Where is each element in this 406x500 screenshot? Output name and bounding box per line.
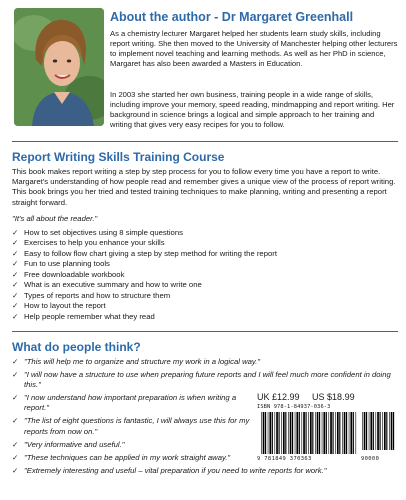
barcode-bar	[393, 412, 394, 450]
barcode-bar	[290, 412, 292, 454]
author-paragraph-2: In 2003 she started her own business, training people in a wide range of skills, including improve your memory, speed reading, mindmapping and report writing. Her background in science brings a logical and simple approach to her training and writing that gives very easy recipes for you to follow.	[110, 90, 395, 130]
barcode-bar	[303, 412, 305, 454]
barcode-bar	[326, 412, 327, 454]
barcode-bar	[329, 412, 330, 454]
barcode-bar	[312, 412, 313, 454]
barcode-bar	[333, 412, 334, 454]
barcode-bar	[369, 412, 370, 450]
barcode-bar	[342, 412, 343, 454]
barcode-bar	[377, 412, 379, 450]
list-item: ✓ How to layout the report	[12, 301, 398, 311]
barcode-bar	[366, 412, 367, 450]
barcode-bar	[269, 412, 271, 454]
course-intro: This book makes report writing a step by step process for you to follow every time you have a report to write. Margaret's understanding of how people read and remember gives a unique view of the process of report writing. This book brings you her tried and tested training techniques to make planning, writing and presenting a report straight forward.	[12, 167, 396, 207]
testimonial: ✓ "This will help me to organize and structure my work in a logical way."	[12, 357, 402, 367]
barcode-bar	[337, 412, 339, 454]
barcode-bar	[373, 412, 374, 450]
barcode-bar	[322, 412, 323, 454]
barcode-icon	[257, 412, 397, 456]
barcode-bar	[353, 412, 354, 454]
barcode-bar	[376, 412, 377, 450]
barcode-bar	[317, 412, 319, 454]
list-item: ✓ How to set objectives using 8 simple questions	[12, 228, 398, 238]
price-us: US $18.99	[312, 392, 355, 402]
barcode-bar	[308, 412, 309, 454]
testimonial: ✓ "These techniques can be applied in my work straight away."	[12, 453, 402, 463]
testimonial: ✓ "Extremely interesting and useful – vital preparation if you need to write reports for work."	[12, 466, 402, 476]
author-heading: About the author - Dr Margaret Greenhall	[110, 10, 354, 24]
barcode-bar	[330, 412, 332, 454]
price-line	[257, 392, 365, 402]
barcode-bar	[295, 412, 296, 454]
barcode-bar	[315, 412, 316, 454]
list-item: ✓ Exercises to help you enhance your skills	[12, 238, 398, 248]
isbn-barcode	[257, 404, 397, 466]
testimonial: ✓ "The list of eight questions is fantastic, I will always use this for my reports from now on."	[12, 416, 252, 436]
author-portrait-image	[14, 8, 104, 126]
author-paragraph-1: As a chemistry lecturer Margaret helped her students learn study skills, including report writing. She then moved to the University of Manchester helping other lecturers to implement novel teaching and learning methods. As well as her PhD in science, Margaret has also been awarded a Masters in Education.	[110, 29, 398, 69]
list-item: ✓ Free downloadable workbook	[12, 270, 398, 280]
barcode-bar	[370, 412, 372, 450]
section-divider	[12, 141, 398, 142]
barcode-bar	[364, 412, 366, 450]
barcode-bar	[339, 412, 340, 454]
barcode-bar	[349, 412, 350, 454]
list-item: ✓ What is an executive summary and how to write one	[12, 280, 398, 290]
barcode-digits: 9 781849 370363	[257, 456, 312, 462]
barcode-bar	[299, 412, 300, 454]
barcode-bar	[384, 412, 386, 450]
barcode-bar	[356, 412, 357, 454]
barcode-bar	[285, 412, 286, 454]
course-heading: Report Writing Skills Training Course	[12, 150, 225, 164]
testimonial: ✓ "I now understand how important preparation is when writing a report."	[12, 393, 252, 413]
barcode-bar	[302, 412, 303, 454]
barcode-bar	[279, 412, 280, 454]
barcode-bar	[346, 412, 347, 454]
barcode-bar	[272, 412, 273, 454]
list-item: ✓ Easy to follow flow chart giving a step by step method for writing the report	[12, 249, 398, 259]
isbn-text: ISBN 978-1-84937-036-3	[257, 404, 331, 410]
section-divider	[12, 331, 398, 332]
barcode-bar	[382, 412, 383, 450]
list-item: ✓ Fun to use planning tools	[12, 259, 398, 269]
author-photo	[14, 8, 104, 126]
barcode-bar	[306, 412, 307, 454]
barcode-bar	[265, 412, 266, 454]
testimonials-heading: What do people think?	[12, 340, 141, 354]
barcode-bar	[344, 412, 346, 454]
testimonial: ✓ "Very informative and useful."	[12, 440, 402, 450]
barcode-bar	[310, 412, 312, 454]
barcode-bar	[386, 412, 387, 450]
barcode-addon-digits: 90000	[361, 456, 380, 462]
barcode-bar	[350, 412, 352, 454]
barcode-bar	[296, 412, 298, 454]
barcode-bar	[292, 412, 293, 454]
barcode-bar	[389, 412, 390, 450]
barcode-bar	[319, 412, 320, 454]
testimonial: ✓ "I will now have a structure to use when preparing future reports and I will feel much more confident in doing this."	[12, 370, 402, 390]
barcode-bar	[268, 412, 269, 454]
list-item: ✓ Types of reports and how to structure them	[12, 291, 398, 301]
reader-quote: "It's all about the reader."	[12, 214, 98, 223]
barcode-bar	[281, 412, 282, 454]
barcode-bar	[391, 412, 393, 450]
list-item: ✓ Help people remember what they read	[12, 312, 398, 322]
barcode-bar	[276, 412, 278, 454]
barcode-bar	[288, 412, 289, 454]
barcode-bar	[335, 412, 336, 454]
barcode-bar	[362, 412, 363, 450]
barcode-bar	[261, 412, 262, 454]
barcode-bar	[323, 412, 325, 454]
barcode-bar	[275, 412, 276, 454]
price-uk: UK £12.99	[257, 392, 300, 402]
course-features-list	[12, 228, 398, 322]
barcode-bar	[263, 412, 265, 454]
barcode-bar	[283, 412, 285, 454]
barcode-bar	[380, 412, 381, 450]
